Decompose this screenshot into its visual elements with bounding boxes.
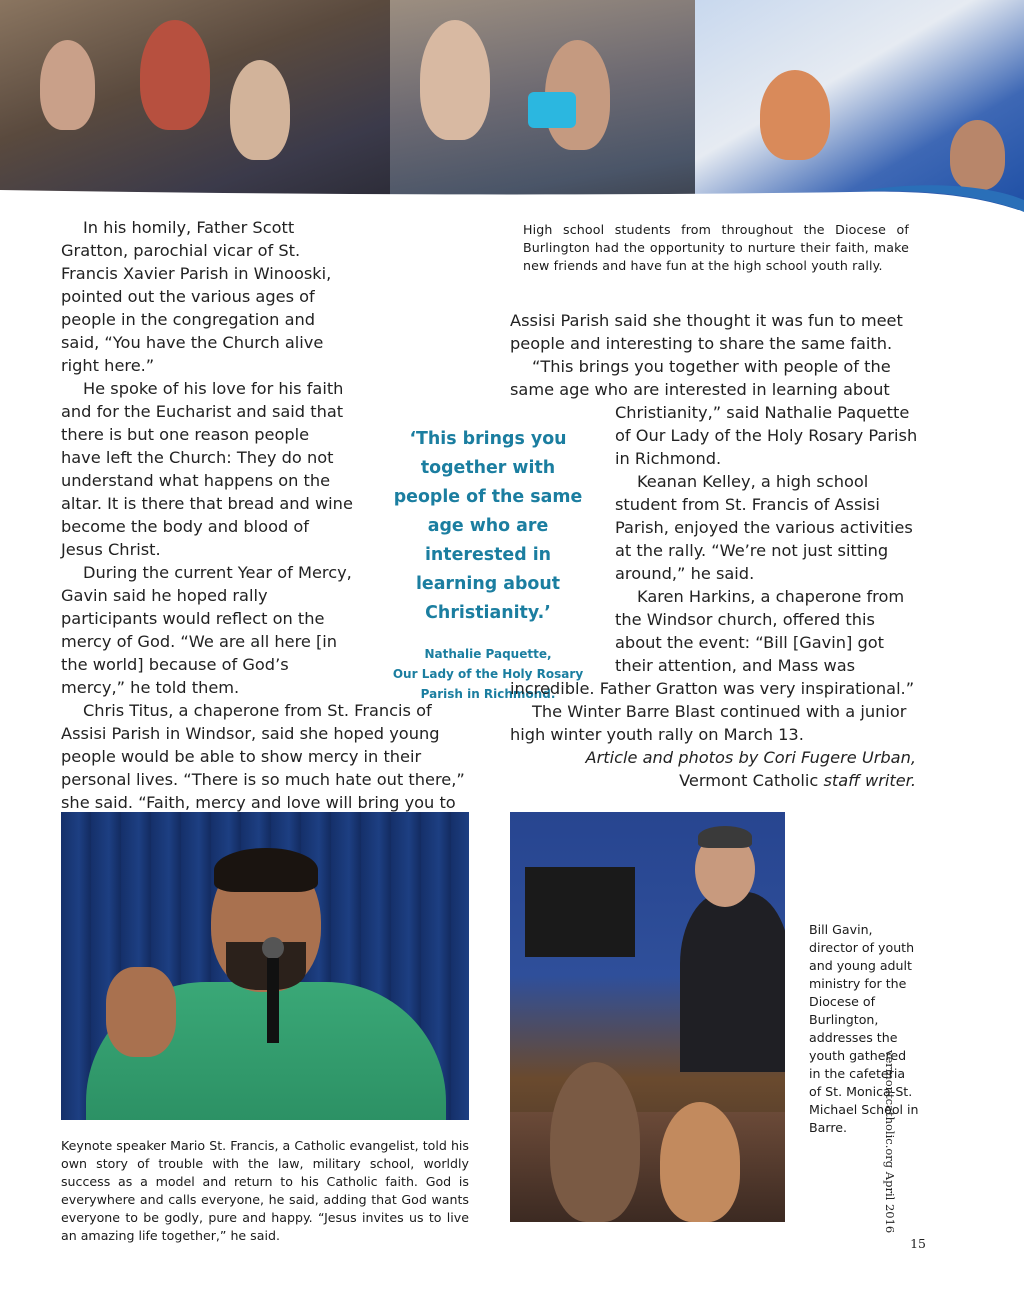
pull-quote-attribution-parish: Our Lady of the Holy Rosary Parish in Richmond. xyxy=(392,667,584,701)
paragraph: Chris Titus, a chaperone from St. Francis of Assisi Parish in Windsor, said she hoped young people would be able to show mercy in their personal lives. “There is so much hate out there,” she said. “Faith, mercy and love will bring you to xyxy=(61,701,465,812)
paragraph: Keanan Kelley, a high school student from St. Francis of Assisi Parish, enjoyed the various activities at the rally. “We’re not just sitting around,” he said. xyxy=(615,472,913,583)
vertical-footer-text: vermontcatholic.org April 2016 xyxy=(883,1050,897,1234)
mario-st-francis-photo xyxy=(61,812,469,1120)
top-photo-caption: High school students from throughout the Diocese of Burlington had the opportunity to nurture their faith, make new friends and have fun at the high school youth rally. xyxy=(523,222,909,273)
byline-line2 xyxy=(510,769,920,792)
mario-photo-caption: Keynote speaker Mario St. Francis, a Catholic evangelist, told his own story of trouble with the law, military school, worldly success as a model and return to his Catholic faith. God is everywhere and calls everyone, he said, adding that God wants everyone to be godly, pure and happy. “Jesus invites us to live an amazing life together,” he said. xyxy=(61,1138,469,1243)
byline-line1: Article and photos by Cori Fugere Urban, xyxy=(585,748,916,767)
paragraph: Karen Harkins, a chaperone from the Windsor church, offered this about the event: “Bill [Gavin] got their attention, and Mass was incredible. Father Gratton was very inspirational.” xyxy=(510,587,915,698)
paragraph: In his homily, Father Scott Gratton, parochial vicar of St. Francis Xavier Parish in Winooski, pointed out the various ages of people in the congregation and said, “You have the Church alive right here.” xyxy=(61,218,332,375)
paragraph: Assisi Parish said she thought it was fun to meet people and interesting to share the same faith. xyxy=(510,311,903,353)
pull-quote-text: ‘This brings you together with people of the same age who are interested in learning about Christianity.’ xyxy=(393,429,583,623)
byline-role: staff writer. xyxy=(823,771,916,790)
paragraph: “This brings you together with people of the same age who are interested in learning about Christianity,” said Nathalie Paquette of Our Lady of the Holy Rosary Parish in Richmond. xyxy=(510,357,918,468)
bill-gavin-photo xyxy=(510,812,785,1222)
banner-wave-shape xyxy=(0,0,1024,215)
paragraph: The Winter Barre Blast continued with a junior high winter youth rally on March 13. xyxy=(510,702,907,744)
pull-quote-attribution-name: Nathalie Paquette, xyxy=(424,647,552,661)
article-right-column xyxy=(510,309,920,792)
page-number: 15 xyxy=(910,1236,926,1251)
publication-name: Vermont Catholic xyxy=(679,771,819,790)
paragraph: During the current Year of Mercy, Gavin said he hoped rally participants would reflect on the mercy of God. “We are all here [in the world] because of God’s mercy,” he told them. xyxy=(61,563,352,697)
bill-gavin-photo-caption: Bill Gavin, director of youth and young adult ministry for the Diocese of Burlington, addresses the youth gathered in the cafeteria of St. Monica-St. Michael School in Barre. xyxy=(809,922,919,1135)
paragraph: He spoke of his love for his faith and for the Eucharist and said that there is but one reason people have left the Church: They do not understand what happens on the altar. It is there that bread and wine become the body and blood of Jesus Christ. xyxy=(61,379,353,559)
